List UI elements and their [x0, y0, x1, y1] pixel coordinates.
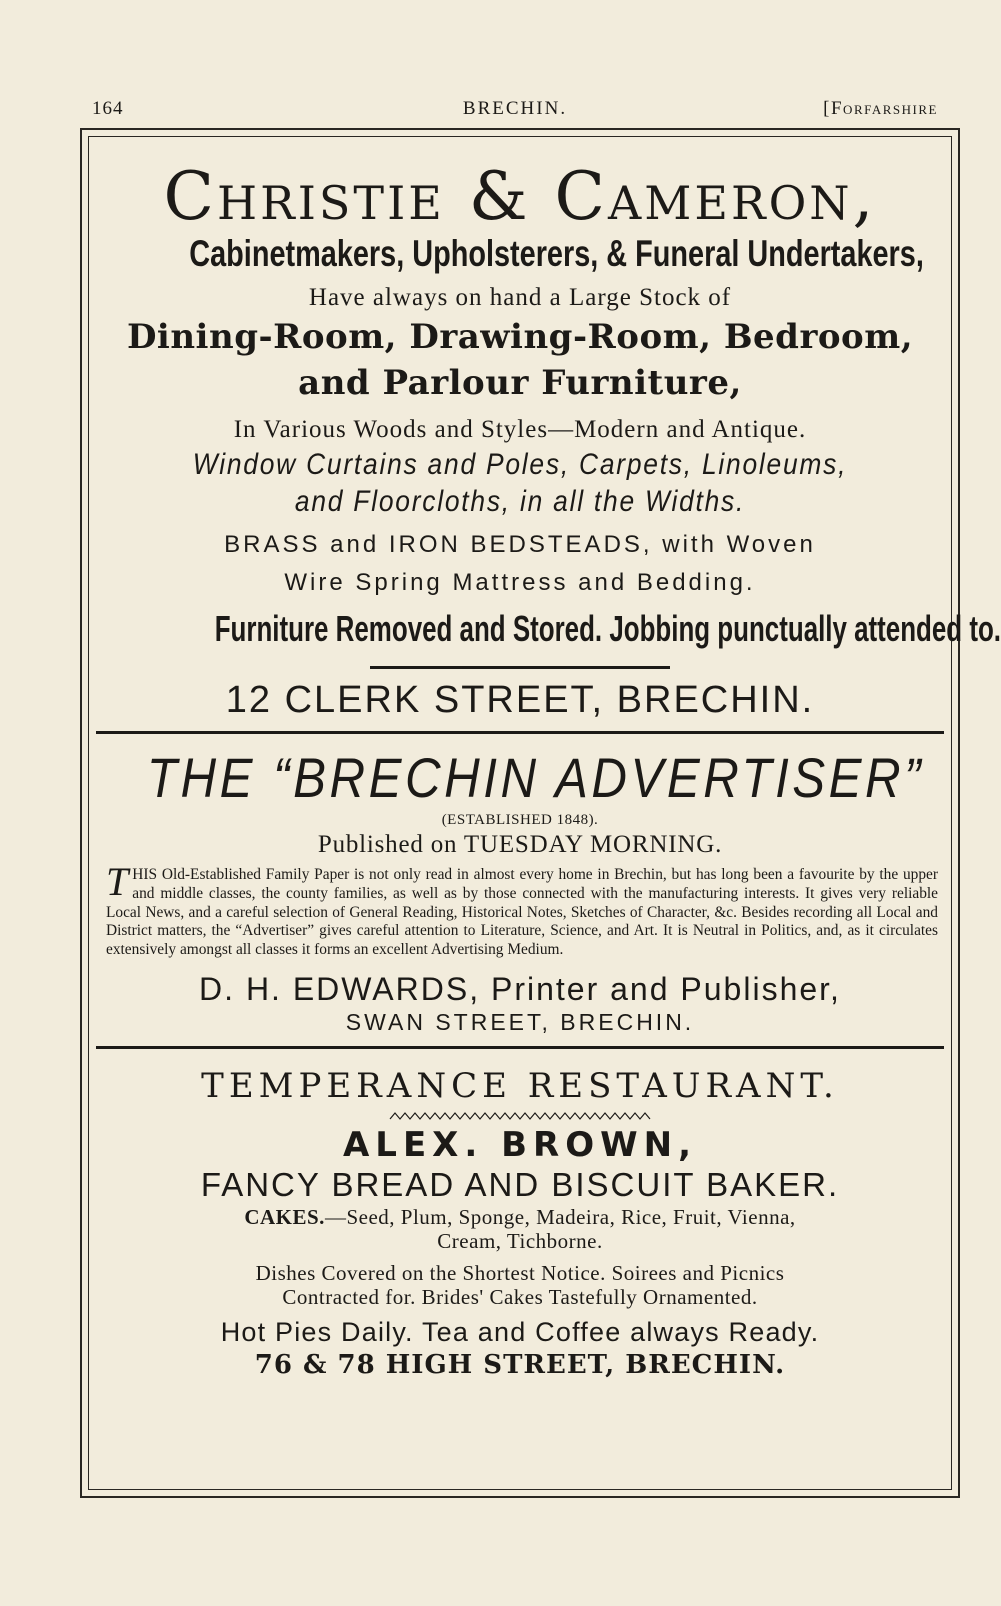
drop-cap: T [106, 859, 129, 904]
published-line: Published on TUESDAY MORNING. [317, 831, 723, 858]
baker-address: 76 & 78 HIGH STREET, BRECHIN. [254, 1349, 786, 1380]
baker-name: ALEX. BROWN, [342, 1124, 698, 1165]
temperance-restaurant-advert [96, 1063, 944, 1381]
pies-line: Hot Pies Daily. Tea and Coffee always Ready. [220, 1316, 820, 1347]
window-line-2: and Floorcloths, in all the Widths. [294, 485, 746, 518]
body-text: HIS Old-Established Family Paper is not only read in almost every home in Brechin, but has long been a favourite by the upper and middle classes, the county families, as well as by those connected with the manufacturing interests. It gives very reliable Local News, and a careful selection of General Reading, Historical Notes, Sketches of Character, &c. Besides recording all Local and District matters, the “Advertiser” gives careful attention to Literature, Science, and Art. It is Neutral in Politics, and, as it circulates extensively amongst all classes it forms an excellent Advertising Medium. [106, 866, 938, 959]
cakes-list: —Seed, Plum, Sponge, Madeira, Rice, Fruit, Vienna, [324, 1204, 796, 1229]
rooms-line-1: Dining-Room, Drawing-Room, Bedroom, [126, 317, 914, 357]
dishes-line-2: Contracted for. Brides' Cakes Tastefully Ornamented. [282, 1284, 758, 1309]
firm-name: Christie & Cameron, [163, 158, 877, 235]
cakes-line-2: Cream, Tichborne. [437, 1228, 603, 1253]
baker-trade: FANCY BREAD AND BISCUIT BAKER. [200, 1165, 840, 1203]
county-label: [Forfarshire [823, 98, 938, 119]
rooms-line-2: and Parlour Furniture, [298, 363, 742, 403]
advertiser-body [106, 859, 938, 960]
stock-line: Have always on hand a Large Stock of [308, 284, 732, 311]
short-divider [370, 666, 670, 669]
styles-line: In Various Woods and Styles—Modern and Antique. [233, 416, 807, 443]
removed-line: Furniture Removed and Stored. Jobbing punctually attended to. [214, 608, 1001, 649]
printer-address: SWAN STREET, BRECHIN. [345, 1008, 695, 1035]
christie-address: 12 CLERK STREET, BRECHIN. [225, 679, 815, 721]
established-line: (ESTABLISHED 1848). [441, 812, 599, 828]
section-divider-1 [96, 731, 944, 734]
christie-cameron-advert [96, 158, 1001, 734]
trades-line: Cabinetmakers, Upholsterers, & Funeral Undertakers, [189, 233, 924, 274]
advertiser-title: THE “BRECHIN ADVERTISER” [146, 746, 925, 809]
window-line-1: Window Curtains and Poles, Carpets, Linoleums, [192, 448, 848, 481]
brechin-advertiser-advert [96, 746, 944, 1049]
cakes-label: CAKES. [244, 1204, 325, 1229]
printer-line: D. H. EDWARDS, Printer and Publisher, [199, 970, 841, 1007]
brass-line-1: BRASS and IRON BEDSTEADS, with Woven [224, 531, 816, 558]
running-head [92, 90, 938, 120]
section-divider-2 [96, 1046, 944, 1049]
dishes-line-1: Dishes Covered on the Shortest Notice. Soirees and Picnics [255, 1260, 785, 1285]
zigzag-ornament [390, 1111, 650, 1121]
page-number: 164 [92, 98, 124, 119]
cakes-line-1 [96, 1205, 944, 1229]
running-title: BRECHIN. [462, 98, 568, 119]
brass-line-2: Wire Spring Mattress and Bedding. [284, 569, 756, 596]
restaurant-title: TEMPERANCE RESTAURANT. [201, 1065, 839, 1106]
advertisement-page [96, 140, 1001, 1381]
